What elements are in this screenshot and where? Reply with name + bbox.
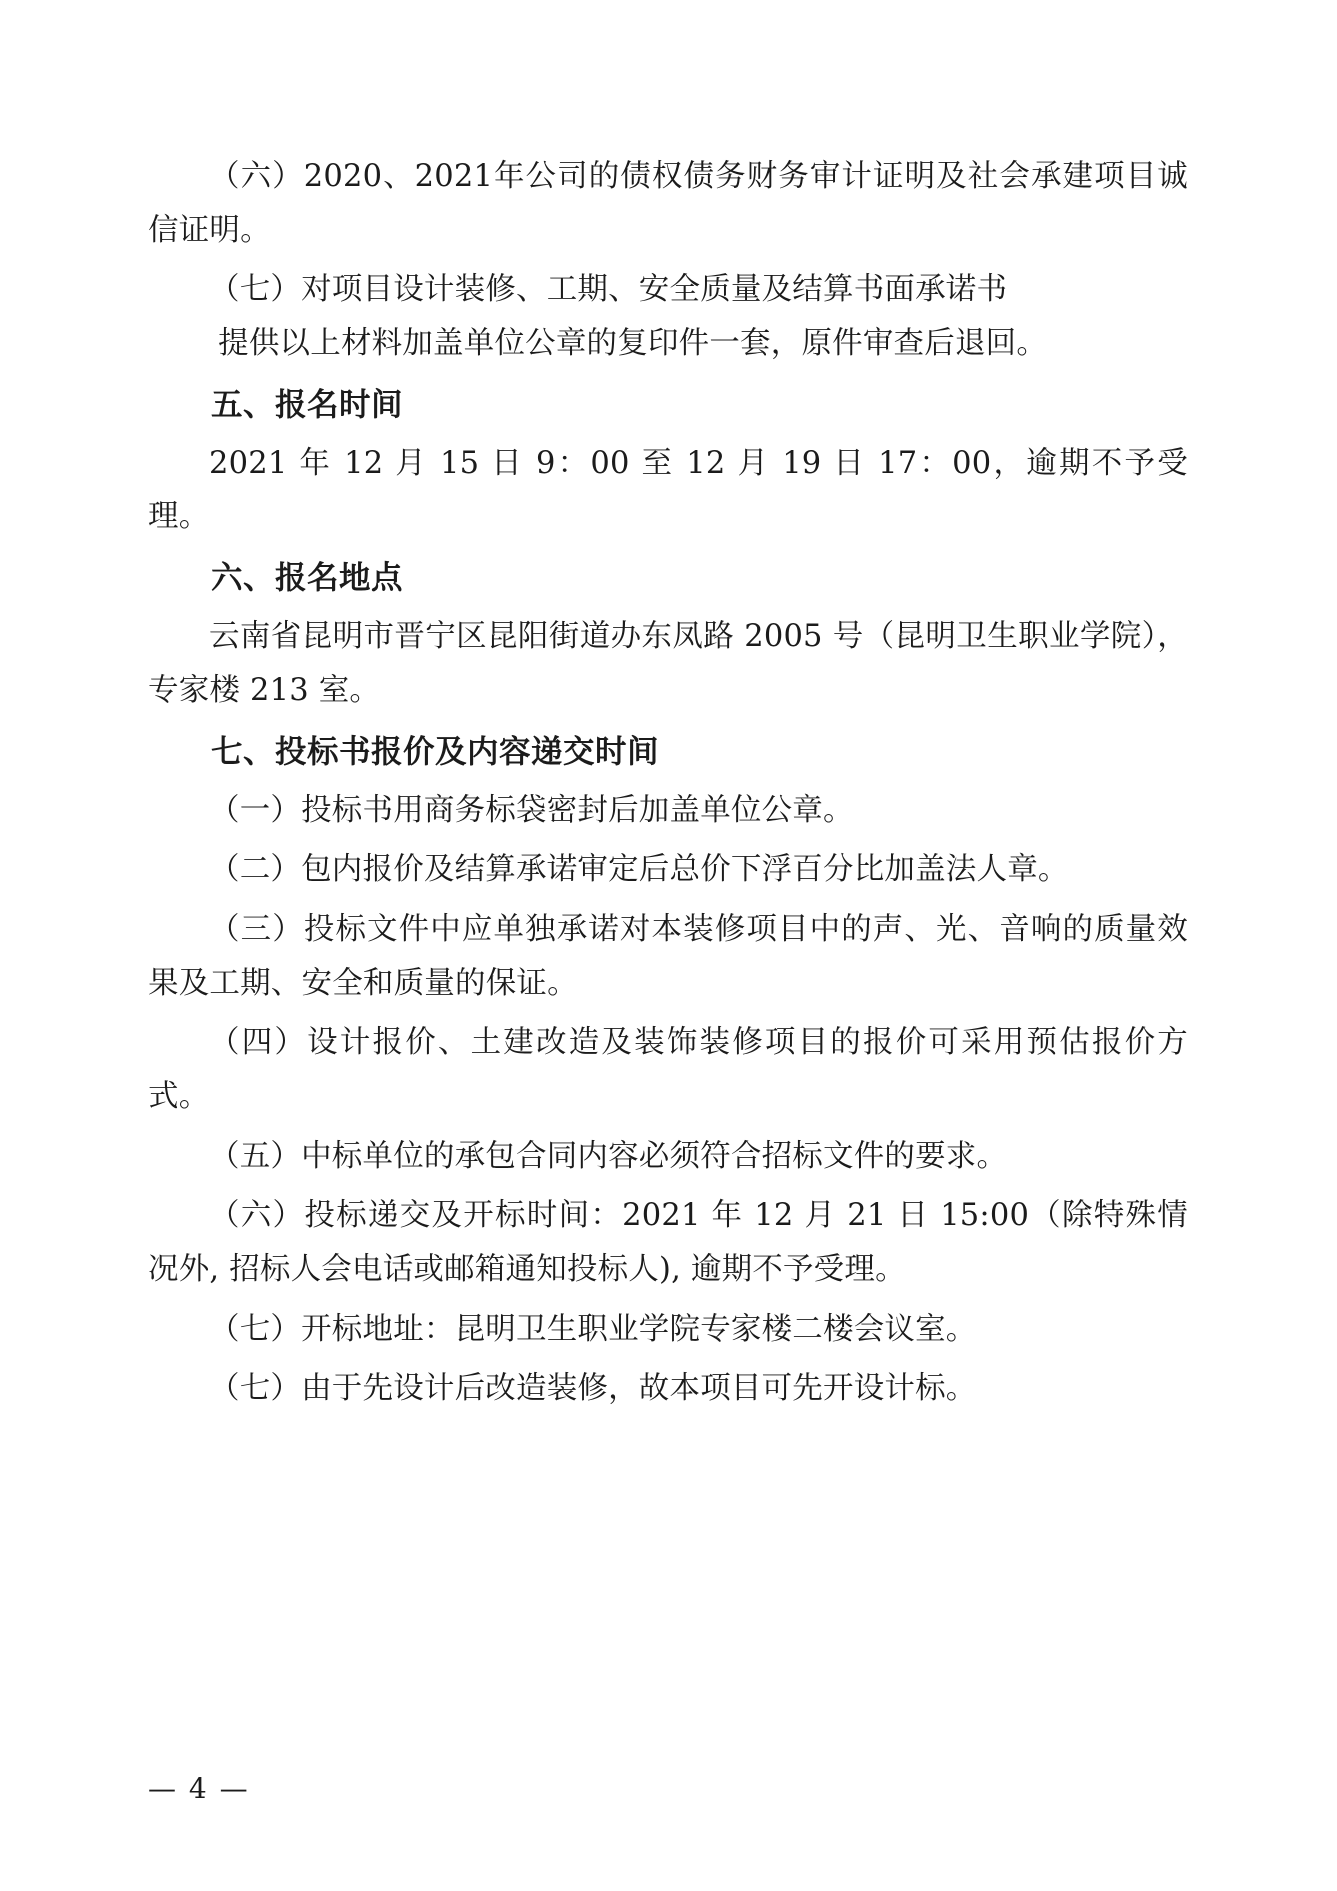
heading-section-seven: 七、投标书报价及内容递交时间 <box>211 732 660 770</box>
paragraph-section-six-body: 云南省昆明市晋宁区昆阳街道办东凤路 2005 号（昆明卫生职业学院），专家楼 213 室。 <box>148 619 1188 708</box>
paragraph-seven-item-2: （二）包内报价及结算承诺审定后总价下浮百分比加盖法人章。 <box>209 852 1069 888</box>
paragraph-seven-item-1: （一）投标书用商务标袋密封后加盖单位公章。 <box>209 792 854 828</box>
paragraph-seven-item-7b: （七）由于先设计后改造装修，故本项目可先开设计标。 <box>209 1371 977 1407</box>
page-number: — 4 — <box>148 1772 250 1805</box>
paragraph-seven-item-7a: （七）开标地址：昆明卫生职业学院专家楼二楼会议室。 <box>209 1311 977 1347</box>
paragraph-seven-item-4: （四）设计报价、土建改造及装饰装修项目的报价可采用预估报价方式。 <box>148 1025 1188 1114</box>
paragraph-section-five-body: 2021 年 12 月 15 日 9：00 至 12 月 19 日 17：00，逾期不予受理。 <box>148 445 1188 535</box>
paragraph-seven-item-3: （三）投标文件中应单独承诺对本装修项目中的声、光、音响的质量效果及工期、安全和质量的保证。 <box>148 911 1188 1001</box>
document-body <box>148 150 1188 1422</box>
paragraph-item-seven-commitment: （七）对项目设计装修、工期、安全质量及结算书面承诺书 <box>209 272 1008 308</box>
paragraph-item-seven-note: 提供以上材料加盖单位公章的复印件一套，原件审查后退回。 <box>218 326 1048 362</box>
paragraph-item-six-finance: （六）2020、2021年公司的债权债务财务审计证明及社会承建项目诚信证明。 <box>148 159 1188 248</box>
page-footer <box>148 1772 1188 1805</box>
paragraph-seven-item-5: （五）中标单位的承包合同内容必须符合招标文件的要求。 <box>209 1138 1008 1174</box>
heading-section-six: 六、报名地点 <box>211 559 404 597</box>
paragraph-seven-item-6: （六）投标递交及开标时间：2021 年 12 月 21 日 15:00（除特殊情况外, 招标人会电话或邮箱通知投标人), 逾期不予受理。 <box>148 1198 1188 1287</box>
heading-section-five: 五、报名时间 <box>211 385 404 423</box>
